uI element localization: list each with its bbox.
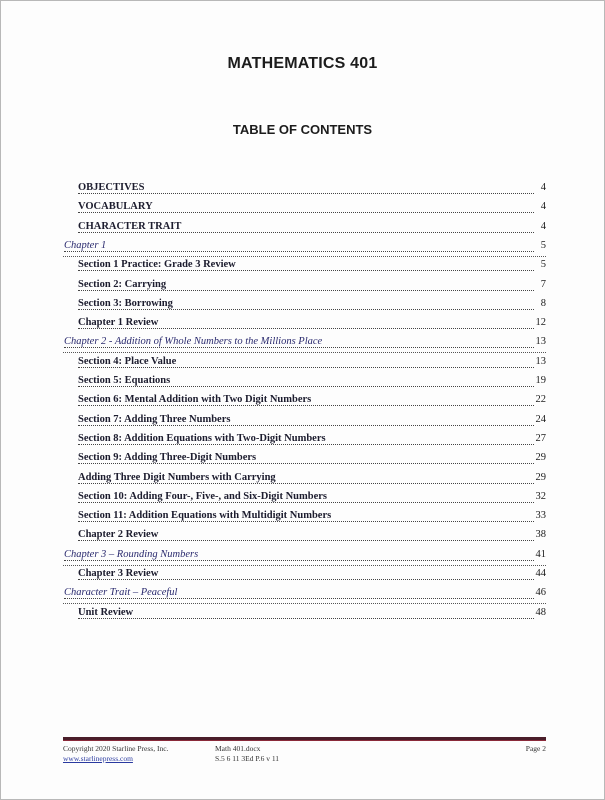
footer-copyright: Copyright 2020 Starline Press, Inc. <box>63 744 169 753</box>
toc-chapter-rule <box>63 352 546 353</box>
toc-section-entry[interactable] <box>1 452 604 469</box>
toc-section-entry[interactable] <box>1 375 604 392</box>
toc-section-entry[interactable] <box>1 259 604 276</box>
toc-page-number: 5 <box>540 239 546 251</box>
toc-dot-leader <box>78 328 534 329</box>
toc-dot-leader <box>64 560 534 561</box>
toc-page-number: 29 <box>535 452 546 464</box>
toc-dot-leader <box>78 405 534 406</box>
toc-dot-leader <box>64 347 534 348</box>
page-footer <box>63 744 546 768</box>
toc-dot-leader <box>78 290 534 291</box>
toc-entry-label: Section 10: Adding Four-, Five-, and Six-Digit Numbers <box>78 490 327 502</box>
toc-entry-label: Chapter 2 - Addition of Whole Numbers to the Millions Place <box>64 336 323 348</box>
toc-section-entry[interactable] <box>1 182 604 199</box>
footer-version: S.5 6 11 3Ed P.6 v 11 <box>215 754 280 763</box>
toc-section-entry[interactable] <box>1 356 604 373</box>
toc-page-number: 22 <box>535 394 546 406</box>
toc-dot-leader <box>78 444 534 445</box>
toc-entry-label: Chapter 1 <box>64 239 107 251</box>
toc-section-entry[interactable] <box>1 491 604 508</box>
toc-dot-leader <box>78 579 534 580</box>
toc-dot-leader <box>64 251 534 252</box>
toc-chapter-rule <box>63 603 546 604</box>
toc-entry-label: VOCABULARY <box>78 201 153 213</box>
toc-page-number: 44 <box>535 568 546 579</box>
toc-dot-leader <box>64 598 534 599</box>
toc-dot-leader <box>78 367 534 368</box>
toc-entry-label: Section 5: Equations <box>78 375 171 386</box>
toc-page-number: 4 <box>540 220 546 232</box>
toc-dot-leader <box>78 193 534 194</box>
footer-doc-name: Math 401.docx <box>215 744 261 753</box>
toc-chapter-rule <box>63 565 546 566</box>
toc-entry-label: Section 7: Adding Three Numbers <box>78 413 231 425</box>
toc-page-number: 24 <box>535 413 546 425</box>
toc-page-number: 41 <box>535 548 546 560</box>
toc-section-entry[interactable] <box>1 607 604 624</box>
toc-entry-label: Section 11: Addition Equations with Multidigit Numbers <box>78 510 332 522</box>
toc-entry-label: Chapter 3 – Rounding Numbers <box>64 548 199 560</box>
toc-dot-leader <box>78 502 534 503</box>
toc-section-entry[interactable] <box>1 510 604 527</box>
footer-url-link[interactable]: www.starlinepress.com <box>63 754 133 763</box>
toc-section-entry[interactable] <box>1 568 604 585</box>
toc-entry-label: Section 4: Place Value <box>78 355 177 367</box>
toc-page-number: 27 <box>535 432 546 444</box>
toc-page-number: 46 <box>535 587 546 599</box>
toc-page-number: 7 <box>540 278 546 290</box>
toc-page-number: 13 <box>535 336 546 348</box>
toc-entry-label: Section 1 Practice: Grade 3 Review <box>78 259 236 271</box>
toc-section-entry[interactable] <box>1 529 604 546</box>
toc-page-number: 4 <box>540 201 546 213</box>
toc-entry-label: Chapter 2 Review <box>78 529 159 541</box>
toc-dot-leader <box>78 309 534 310</box>
toc-chapter-entry[interactable] <box>1 336 604 353</box>
toc-section-entry[interactable] <box>1 317 604 334</box>
toc-section-entry[interactable] <box>1 201 604 218</box>
toc-entry-label: CHARACTER TRAIT <box>78 220 182 232</box>
toc-entry-label: Section 9: Adding Three-Digit Numbers <box>78 452 257 464</box>
toc-dot-leader <box>78 521 534 522</box>
toc-section-entry[interactable] <box>1 433 604 450</box>
toc-page-number: 48 <box>535 606 546 618</box>
toc-entry-label: Section 8: Addition Equations with Two-Digit Numbers <box>78 432 326 444</box>
footer-divider <box>63 737 546 741</box>
toc-dot-leader <box>78 232 534 233</box>
toc-entry-label: Unit Review <box>78 606 134 618</box>
toc-dot-leader <box>78 463 534 464</box>
toc-chapter-entry[interactable] <box>1 240 604 257</box>
toc-section-entry[interactable] <box>1 472 604 489</box>
toc-entry-label: Chapter 3 Review <box>78 568 159 579</box>
toc-entry-label: Character Trait – Peaceful <box>64 587 178 599</box>
toc-section-entry[interactable] <box>1 394 604 411</box>
toc-chapter-rule <box>63 256 546 257</box>
toc-dot-leader <box>78 618 534 619</box>
document-title: MATHEMATICS 401 <box>227 55 378 72</box>
footer-page-number: Page 2 <box>525 744 546 753</box>
toc-page-number: 32 <box>535 490 546 502</box>
toc-page-number: 38 <box>535 529 546 541</box>
toc-entry-label: OBJECTIVES <box>78 182 145 193</box>
toc-entry-label: Section 6: Mental Addition with Two Digit Numbers <box>78 394 312 406</box>
toc-entry-label: Section 2: Carrying <box>78 278 167 290</box>
toc-chapter-entry[interactable] <box>1 549 604 566</box>
toc-chapter-entry[interactable] <box>1 587 604 604</box>
toc-section-entry[interactable] <box>1 279 604 296</box>
toc-dot-leader <box>78 540 534 541</box>
toc-section-entry[interactable] <box>1 298 604 315</box>
toc-section-entry[interactable] <box>1 221 604 238</box>
toc-page-number: 8 <box>540 297 546 309</box>
toc-page-number: 5 <box>540 259 546 271</box>
toc-heading: TABLE OF CONTENTS <box>232 122 373 137</box>
toc-dot-leader <box>78 425 534 426</box>
toc-entry-label: Section 3: Borrowing <box>78 297 173 309</box>
toc-page-number: 13 <box>535 355 546 367</box>
toc-page-number: 19 <box>535 375 546 386</box>
toc-page-number: 29 <box>535 471 546 483</box>
toc-entry-label: Adding Three Digit Numbers with Carrying <box>78 471 276 483</box>
toc-page-number: 33 <box>535 510 546 522</box>
toc-page-number: 4 <box>540 182 546 193</box>
toc-dot-leader <box>78 483 534 484</box>
toc-entry-label: Chapter 1 Review <box>78 317 159 329</box>
toc-dot-leader <box>78 212 534 213</box>
toc-section-entry[interactable] <box>1 414 604 431</box>
toc-dot-leader <box>78 386 534 387</box>
toc-page-number: 12 <box>535 317 546 329</box>
toc-dot-leader <box>78 270 534 271</box>
